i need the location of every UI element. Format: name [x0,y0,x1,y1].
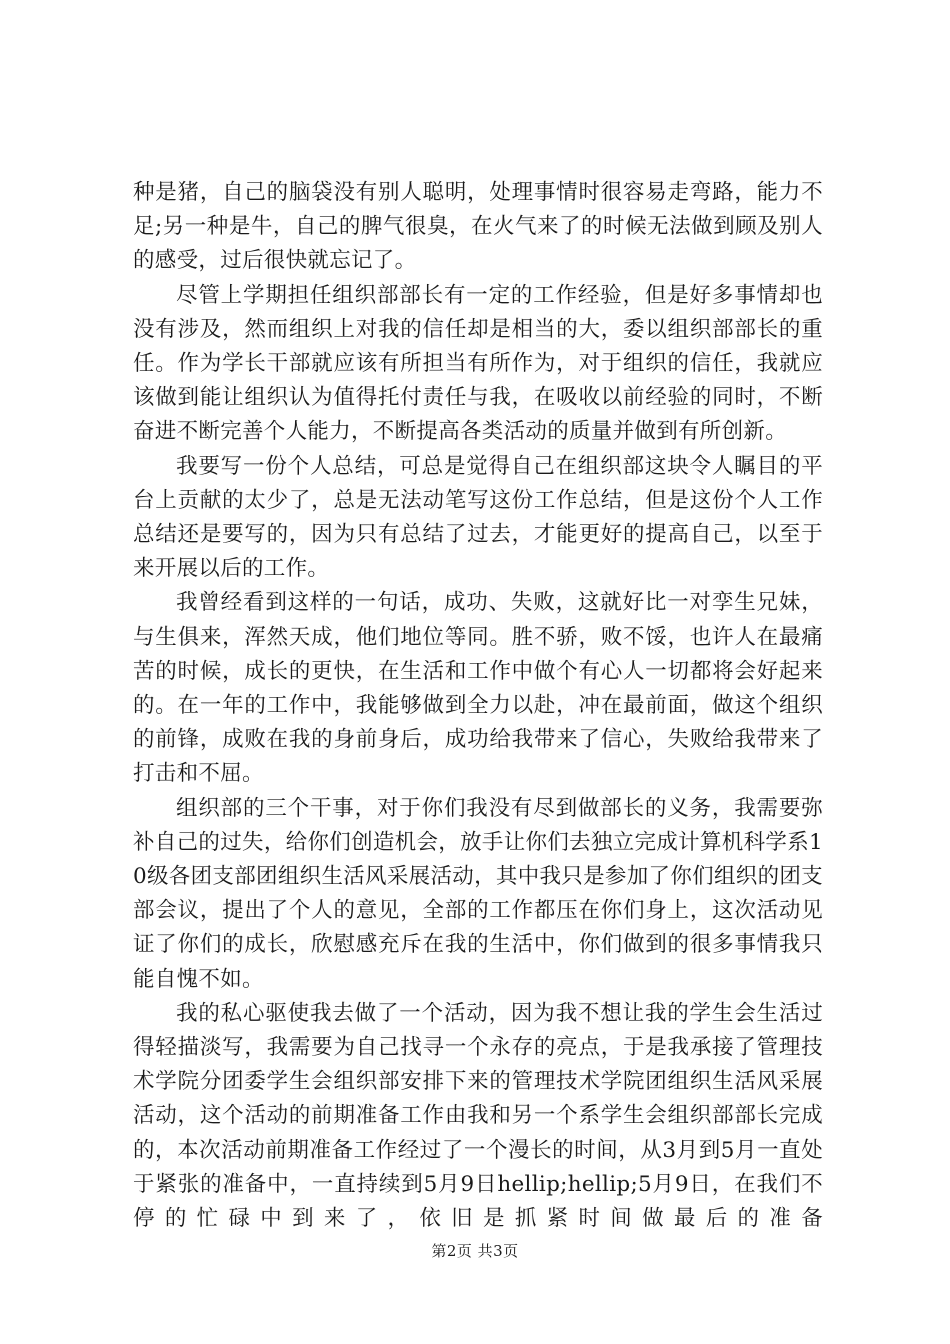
page-number-footer: 第2页 共3页 [431,1242,519,1260]
document-body [133,176,823,1236]
paragraph-4: 我曾经看到这样的一句话，成功、失败，这就好比一对孪生兄妹，与生俱来，浑然天成，他们地位等同。胜不骄，败不馁，也许人在最痛苦的时候，成长的更快，在生活和工作中做个有心人一切都将会好起来的。在一年的工作中，我能够做到全力以赴，冲在最前面，做这个组织的前锋，成败在我的身前身后，成功给我带来了信心，失败给我带来了打击和不屈。 [133,590,823,787]
paragraph-6: 我的私心驱使我去做了一个活动，因为我不想让我的学生会生活过得轻描淡写，我需要为自己找寻一个永存的亮点，于是我承接了管理技术学院分团委学生会组织部安排下来的管理技术学院团组织生活风采展活动，这个活动的前期准备工作由我和另一个系学生会组织部部长完成的，本次活动前期准备工作经过了一个漫长的时间，从3月到5月一直处于紧张的准备中，一直持续到5月9日hellip;hellip;5月9日，在我们不停的忙碌中到来了，依旧是抓紧时间做最后的准备 [133,1000,823,1232]
paragraph-3: 我要写一份个人总结，可总是觉得自己在组织部这块令人瞩目的平台上贡献的太少了，总是无法动笔写这份工作总结，但是这份个人工作总结还是要写的，因为只有总结了过去，才能更好的提高自己，以至于来开展以后的工作。 [133,453,823,582]
paragraph-5: 组织部的三个干事，对于你们我没有尽到做部长的义务，我需要弥补自己的过失，给你们创造机会，放手让你们去独立完成计算机科学系10级各团支部团组织生活风采展活动，其中我只是参加了你们组织的团支部会议，提出了个人的意见，全部的工作都压在你们身上，这次活动见证了你们的成长，欣慰感充斥在我的生活中，你们做到的很多事情我只能自愧不如。 [133,795,823,992]
paragraph-1: 种是猪，自己的脑袋没有别人聪明，处理事情时很容易走弯路，能力不足;另一种是牛，自己的脾气很臭，在火气来了的时候无法做到顾及别人的感受，过后很快就忘记了。 [133,180,823,274]
paragraph-2: 尽管上学期担任组织部部长有一定的工作经验，但是好多事情却也没有涉及，然而组织上对我的信任却是相当的大，委以组织部部长的重任。作为学长干部就应该有所担当有所作为，对于组织的信任，我就应该做到能让组织认为值得托付责任与我，在吸收以前经验的同时，不断奋进不断完善个人能力，不断提高各类活动的质量并做到有所创新。 [133,282,823,445]
